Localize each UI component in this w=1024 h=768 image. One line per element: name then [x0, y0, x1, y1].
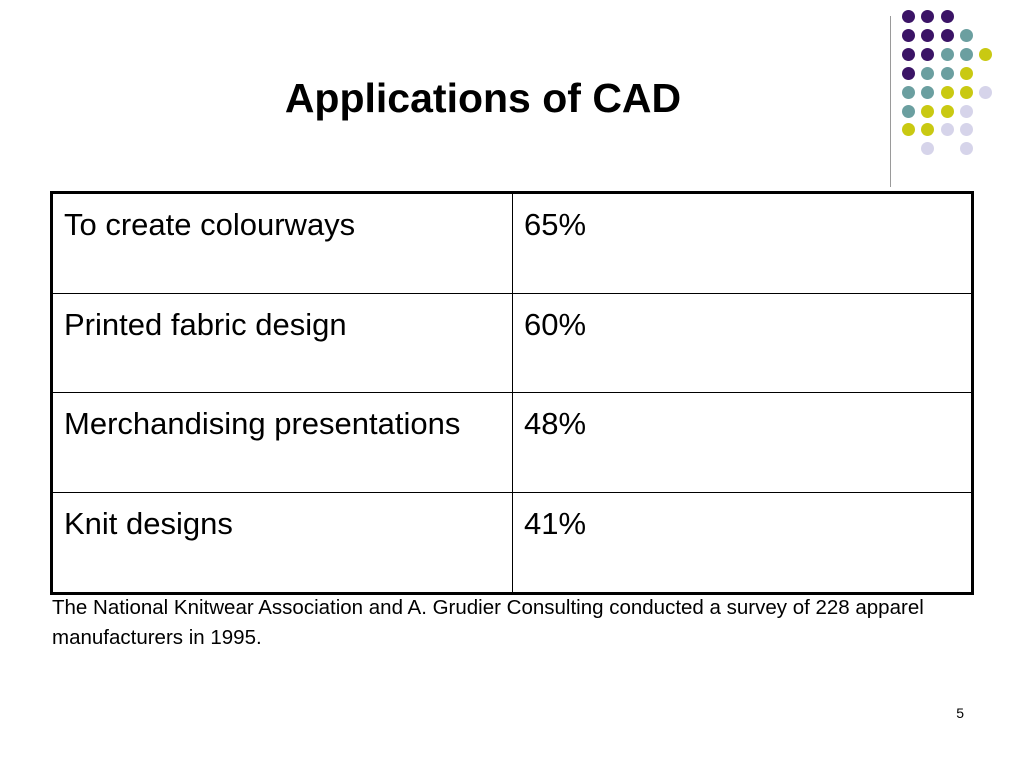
decorative-dot: [921, 86, 934, 99]
cad-applications-table: [50, 191, 974, 595]
table-cell-label: Knit designs: [52, 492, 513, 593]
table-cell-value: 48%: [513, 393, 973, 492]
decorative-dot: [921, 29, 934, 42]
decorative-dot-grid: [902, 10, 1012, 170]
decorative-dot: [941, 123, 954, 136]
decorative-dot: [941, 105, 954, 118]
decorative-dot: [979, 86, 992, 99]
survey-footnote: The National Knitwear Association and A. Grudier Consulting conducted a survey of 228 apparel manufacturers in 1995.: [52, 596, 924, 649]
table-row: [52, 193, 973, 294]
decorative-dot: [960, 29, 973, 42]
table-row: [52, 492, 973, 593]
decorative-dot: [902, 48, 915, 61]
decorative-dot: [941, 86, 954, 99]
table-cell-value: 60%: [513, 294, 973, 393]
decorative-vertical-divider: [890, 16, 891, 187]
decorative-dot: [941, 10, 954, 23]
decorative-dot: [941, 67, 954, 80]
table-cell-label: Merchandising presentations: [52, 393, 513, 492]
decorative-dot: [902, 123, 915, 136]
decorative-dot: [960, 105, 973, 118]
table-cell-label: To create colourways: [52, 193, 513, 294]
table-cell-label: Printed fabric design: [52, 294, 513, 393]
table-row: [52, 294, 973, 393]
decorative-dot: [960, 86, 973, 99]
table-cell-value: 65%: [513, 193, 973, 294]
decorative-dot: [979, 48, 992, 61]
decorative-dot: [921, 67, 934, 80]
decorative-dot: [902, 86, 915, 99]
decorative-dot: [941, 48, 954, 61]
decorative-dot: [921, 142, 934, 155]
decorative-dot: [921, 105, 934, 118]
decorative-dot: [902, 29, 915, 42]
slide-title: Applications of CAD: [284, 75, 682, 121]
decorative-dot: [960, 48, 973, 61]
decorative-dot: [960, 142, 973, 155]
decorative-dot: [902, 10, 915, 23]
decorative-dot: [921, 48, 934, 61]
decorative-dot: [921, 123, 934, 136]
decorative-dot: [960, 67, 973, 80]
decorative-dot: [921, 10, 934, 23]
decorative-dot: [941, 29, 954, 42]
decorative-dot: [902, 105, 915, 118]
slide-number: 5: [956, 705, 964, 721]
table-row: [52, 393, 973, 492]
table-cell-value: 41%: [513, 492, 973, 593]
decorative-dot: [902, 67, 915, 80]
decorative-dot: [960, 123, 973, 136]
